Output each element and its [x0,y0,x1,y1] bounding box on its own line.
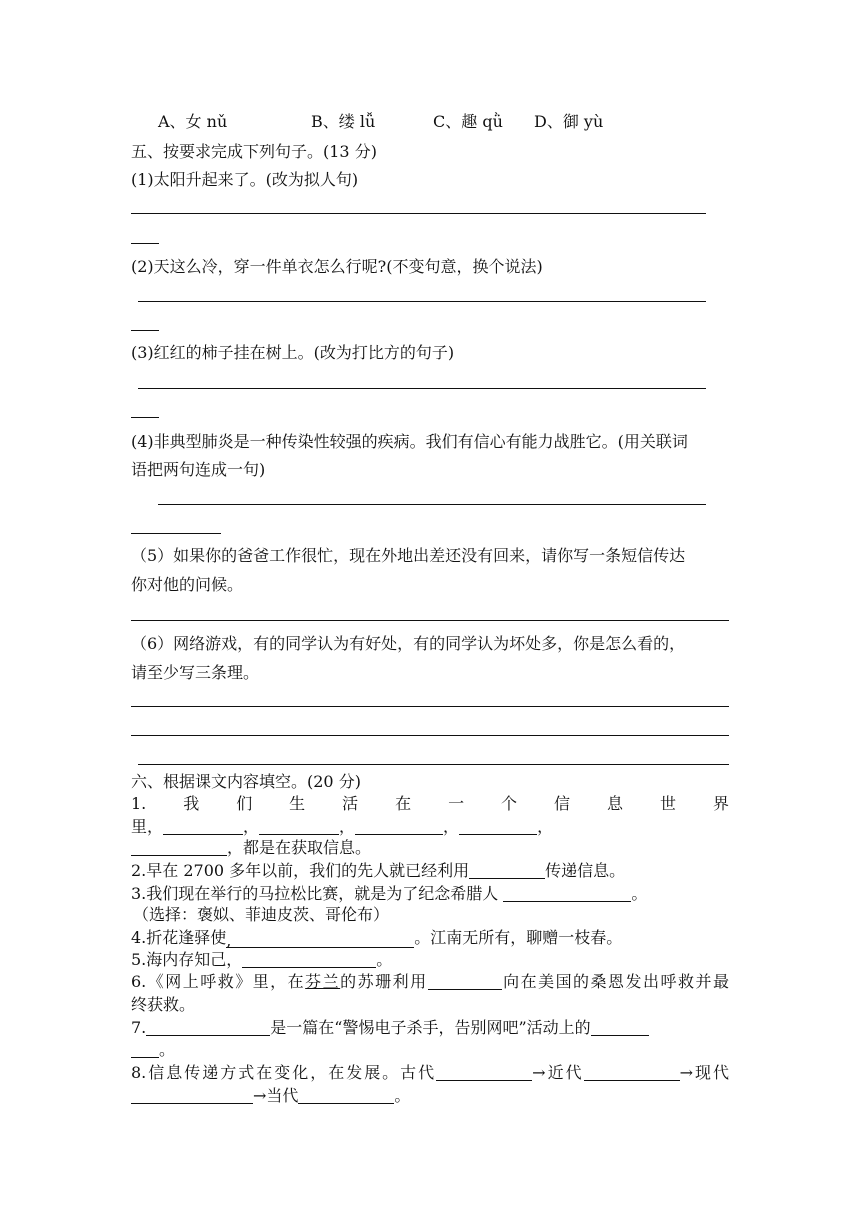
option-b: B、缕 lǚ [311,112,376,131]
item-4-comma: , [226,931,232,950]
answer-line-q2-tail [131,330,159,331]
item-6-line1 [131,972,729,992]
answer-line-q6-b [131,735,729,736]
item-2-end: 传递信息。 [545,861,626,880]
section5-heading: 五、按要求完成下列句子。(13 分) [131,142,377,161]
item-4 [131,928,622,948]
item-1-char: 1. [131,794,147,813]
item-1-char: 活 [342,794,359,813]
item-3-end: 。 [631,884,648,903]
item-5-end: 。 [376,950,393,969]
section6-heading: 六、根据课文内容填空。(20 分) [131,772,361,791]
item-1-line3 [131,838,371,858]
item-7-mid: 是一篇在“警惕电子杀手，告别网吧”活动上的 [270,1018,591,1037]
question-5-line2: 你对他的问候。 [131,575,244,594]
question-1: (1)太阳升起来了。(改为拟人句) [131,170,359,189]
item-3 [131,884,647,904]
item-1-char: 一 [448,794,465,813]
item-7-line1 [131,1018,649,1038]
comma: ， [339,817,356,836]
item-6-mid: 的苏珊利用 [340,972,428,991]
item-1-char: 界 [712,794,729,813]
blank-7c[interactable] [131,1041,159,1058]
answer-line-q2 [138,301,706,302]
blank-8d[interactable] [298,1087,394,1104]
item-6-line2: 终获救。 [131,995,196,1014]
option-d: D、御 yù [534,112,604,131]
item-7-text: 7. [131,1018,147,1037]
item-1-line1 [131,794,729,814]
blank-3[interactable] [503,885,631,902]
blank-6[interactable] [428,973,502,990]
blank-8c[interactable] [131,1087,253,1104]
blank-7a[interactable] [146,1019,270,1036]
comma: ， [243,817,260,836]
question-6-line2: 请至少写三条理。 [131,663,260,682]
blank-1e[interactable] [131,839,227,856]
item-2-text: 2.早在 2700 多年以前，我们的先人就已经利用 [131,861,470,880]
item-1-char: 在 [395,794,412,813]
answer-line-q3-tail [131,417,159,418]
item-2 [131,861,625,881]
option-c: C、趣 qǜ [433,112,503,131]
question-2: (2)天这么冷，穿一件单衣怎么行呢?(不变句意，换个说法) [131,257,543,276]
item-8-line2 [131,1086,410,1106]
blank-4[interactable] [226,931,414,948]
comma: ， [537,817,554,836]
blank-7b[interactable] [591,1019,649,1036]
blank-5[interactable] [242,951,376,968]
answer-line-q1-tail [131,243,159,244]
item-8-line1 [131,1063,729,1083]
answer-line-q6-c [138,764,729,765]
item-1-line2 [131,817,553,837]
comma: ， [443,817,460,836]
answer-line-q3 [138,388,706,389]
item-8-arrow-modern-early: →近代 [532,1063,584,1082]
item-1-char: 信 [554,794,571,813]
item-8-end: 。 [394,1086,411,1105]
blank-2[interactable] [469,862,545,879]
item-5-text: 5.海内存知己， [131,950,243,969]
question-4-line2: 语把两句连成一句) [131,460,266,479]
question-4-line1: (4)非典型肺炎是一种传染性较强的疾病。我们有信心有能力战胜它。(用关联词 [131,432,688,451]
answer-line-q4-tail [131,533,221,534]
item-3-text: 3.我们现在举行的马拉松比赛，就是为了纪念希腊人 [131,884,504,903]
item-7-end: 。 [159,1040,176,1059]
item-4-end: 。江南无所有，聊赠一枝春。 [414,928,623,947]
question-3: (3)红红的柿子挂在树上。(改为打比方的句子) [131,343,455,362]
item-1-char: 世 [659,794,676,813]
item-8-text: 8.信息传递方式在变化，在发展。古代 [131,1063,437,1082]
item-3-choices: （选择：褒姒、菲迪皮茨、哥伦布） [133,905,390,924]
blank-1a[interactable] [163,818,243,835]
item-8-arrow-contemporary: →当代 [253,1086,299,1105]
item-1-char: 息 [606,794,623,813]
blank-8b[interactable] [584,1064,680,1081]
answer-line-q6-a [131,706,729,707]
blank-1c[interactable] [355,818,443,835]
item-1-char: 个 [501,794,518,813]
answer-line-q1 [131,213,706,214]
item-6-text: 6.《网上呼救》里，在 [131,972,306,991]
item-6-place: 芬兰 [305,972,341,991]
item-1-li: 里， [131,817,164,836]
item-1-ending: ，都是在获取信息。 [227,838,372,857]
answer-line-q5 [131,620,729,621]
item-4-text: 4.折花逢驿使 [131,928,227,947]
blank-1d[interactable] [459,818,537,835]
blank-8a[interactable] [436,1064,532,1081]
item-1-char: 们 [236,794,253,813]
question-5-line1: （5）如果你的爸爸工作很忙，现在外地出差还没有回来，请你写一条短信传达 [131,546,686,565]
item-6-post: 向在美国的桑恩发出呼救并最 [501,972,729,991]
blank-1b[interactable] [259,818,339,835]
item-5 [131,950,392,970]
answer-line-q4 [158,504,706,505]
item-1-char: 生 [289,794,306,813]
option-a: A、女 nǔ [158,112,228,131]
question-6-line1: （6）网络游戏，有的同学认为有好处，有的同学认为坏处多，你是怎么看的， [131,634,686,653]
item-7-line2 [131,1040,175,1060]
item-8-arrow-modern: →现代 [679,1063,729,1082]
item-1-char: 我 [183,794,200,813]
